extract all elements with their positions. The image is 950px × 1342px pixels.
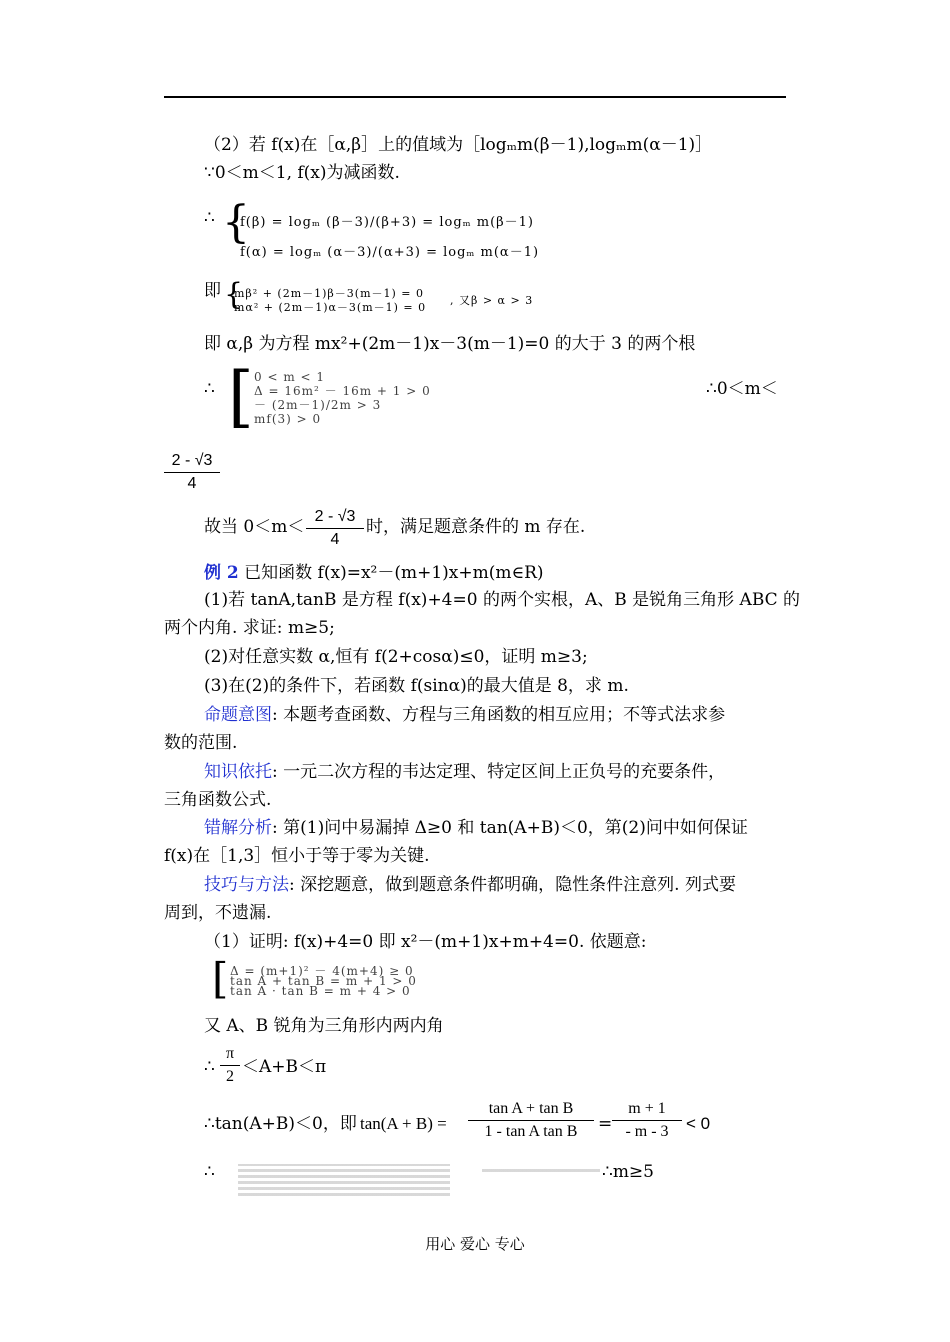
fraction-1-num: 2 - √3	[171, 452, 213, 469]
fraction-5-num: m + 1	[628, 1100, 666, 1117]
brace-4: [	[212, 954, 229, 1003]
fraction-2-den: 4	[330, 531, 340, 548]
technique-label: 技巧与方法	[204, 875, 289, 895]
line-conclusion-a: 故当 0＜m＜	[204, 517, 305, 537]
fraction-4-num: tan A + tan B	[488, 1100, 574, 1117]
sys4-row1: Δ = (m+1)² － 4(m+4) ≥ 0	[230, 964, 414, 978]
error-label: 错解分析	[204, 818, 272, 838]
sys1-row2: f(α) = logₘ (α－3)/(α+3) = logₘ m(α－1)	[240, 245, 540, 260]
fraction-5	[612, 1100, 682, 1141]
sys4-row2: tan A + tan B = m + 1 > 0	[230, 974, 417, 988]
example-2-text: 已知函数 f(x)=x²－(m+1)x+m(m∈R)	[244, 563, 544, 583]
sys3-row3: － (2m－1)/2m > 3	[254, 398, 382, 412]
question-1a: (1)若 tanA,tanB 是方程 f(x)+4=0 的两个实根，A、B 是锐角三角形 ABC 的	[204, 590, 801, 610]
fraction-1	[164, 452, 220, 493]
sys3-row1: 0 < m < 1	[254, 370, 326, 384]
brace-1: {	[222, 197, 250, 248]
therefore-symbol-2: ∴	[204, 379, 215, 399]
therefore-symbol-4: ∴	[204, 1162, 215, 1182]
technique-text: : 深挖题意，做到题意条件都明确，隐性条件注意列. 列式要	[289, 875, 736, 895]
equation-system-2	[234, 287, 426, 315]
fraction-2-bar	[306, 528, 364, 529]
blurred-equation-image-2	[482, 1166, 600, 1172]
example-2-line	[204, 561, 544, 585]
sys2-tail: , 又β > α > 3	[450, 294, 534, 307]
knowledge-text: : 一元二次方程的韦达定理、特定区间上正负号的充要条件，	[272, 762, 726, 782]
question-2: (2)对任意实数 α,恒有 f(2+cosα)≤0，证明 m≥3;	[204, 647, 588, 667]
tan-sum-rhs: < 0	[686, 1114, 711, 1133]
fraction-3	[220, 1045, 240, 1086]
error-text: : 第(1)问中易漏掉 Δ≥0 和 tan(A+B)＜0，第(2)问中如何保证	[272, 818, 748, 838]
fraction-3-num: π	[225, 1045, 235, 1062]
sys1-row1: f(β) = logₘ (β－3)/(β+3) = logₘ m(β－1)	[240, 215, 534, 230]
fraction-4-den: 1 - tan A tan B	[484, 1123, 578, 1140]
fraction-1-den: 4	[187, 475, 197, 492]
line-decreasing: ∵0＜m＜1, f(x)为减函数.	[204, 163, 400, 183]
equation-system-1	[240, 208, 539, 268]
technique-line-2: 周到，不遗漏.	[164, 903, 272, 923]
fraction-3-den: 2	[226, 1068, 234, 1085]
sys3-row2: Δ = 16m² － 16m + 1 > 0	[254, 384, 431, 398]
therefore-symbol-1: ∴	[204, 208, 215, 228]
conclusion-m-ge-5: ∴m≥5	[602, 1162, 654, 1182]
technique-line	[204, 873, 736, 897]
ji-label-1: 即	[204, 281, 221, 301]
error-line-2: f(x)在［1,3］恒小于等于零为关键.	[164, 846, 430, 866]
line-value-range: （2）若 f(x)在［α,β］上的值域为［logₘm(β－1),logₘm(α－1)］	[204, 135, 713, 155]
fraction-2-num: 2 - √3	[314, 508, 356, 525]
line-conclusion-b: 时，满足题意条件的 m 存在.	[366, 517, 586, 537]
equation-system-4	[230, 966, 417, 996]
fraction-4-bar	[468, 1120, 594, 1121]
question-1b: 两个内角. 求证: m≥5;	[164, 618, 335, 638]
line-roots: 即 α,β 为方程 mx²+(2m－1)x－3(m－1)=0 的大于 3 的两个根	[204, 334, 696, 354]
fraction-5-den: - m - 3	[625, 1123, 669, 1140]
sys4-row3: tan A · tan B = m + 4 > 0	[230, 984, 411, 998]
tan-sum-mid: =	[598, 1114, 613, 1134]
knowledge-line	[204, 760, 725, 784]
fraction-2	[306, 508, 364, 549]
question-3: (3)在(2)的条件下，若函数 f(sinα)的最大值是 8，求 m.	[204, 676, 629, 696]
brace-3: [	[228, 358, 254, 435]
tan-sum-lhs: tan(A + B) =	[360, 1114, 447, 1133]
intent-text: : 本题考查函数、方程与三角函数的相互应用；不等式法求参	[272, 705, 726, 725]
equation-system-3	[254, 370, 431, 426]
intent-line	[204, 703, 725, 727]
fraction-5-bar	[612, 1120, 682, 1121]
header-rule	[164, 96, 786, 98]
acute-angles-line: 又 A、B 锐角为三角形内两内角	[204, 1016, 444, 1036]
intent-line-2: 数的范围.	[164, 733, 238, 753]
fraction-4	[468, 1100, 594, 1141]
blurred-equation-image	[238, 1164, 450, 1196]
tan-sum-line: ∴tan(A+B)＜0，即	[204, 1114, 357, 1134]
knowledge-line-2: 三角函数公式.	[164, 790, 272, 810]
angle-sum-range: ＜A+B＜π	[242, 1057, 327, 1077]
knowledge-label: 知识依托	[204, 762, 272, 782]
intent-label: 命题意图	[204, 705, 272, 725]
sys2-row1: mβ² + (2m－1)β－3(m－1) = 0	[234, 287, 424, 300]
fraction-3-bar	[220, 1065, 240, 1066]
sys2-row2: mα² + (2m－1)α－3(m－1) = 0	[234, 301, 427, 314]
error-line	[204, 816, 748, 840]
fraction-1-bar	[164, 472, 220, 473]
line-m-range: ∴0＜m＜	[706, 379, 778, 399]
brace-2: {	[224, 277, 244, 312]
example-2-label: 例 2	[204, 563, 239, 583]
therefore-symbol-3: ∴	[204, 1057, 215, 1077]
page-footer: 用心 爱心 专心	[425, 1235, 525, 1253]
proof-1-line: （1）证明: f(x)+4=0 即 x²－(m+1)x+m+4=0. 依题意:	[204, 932, 647, 952]
sys3-row4: mf(3) > 0	[254, 412, 322, 426]
